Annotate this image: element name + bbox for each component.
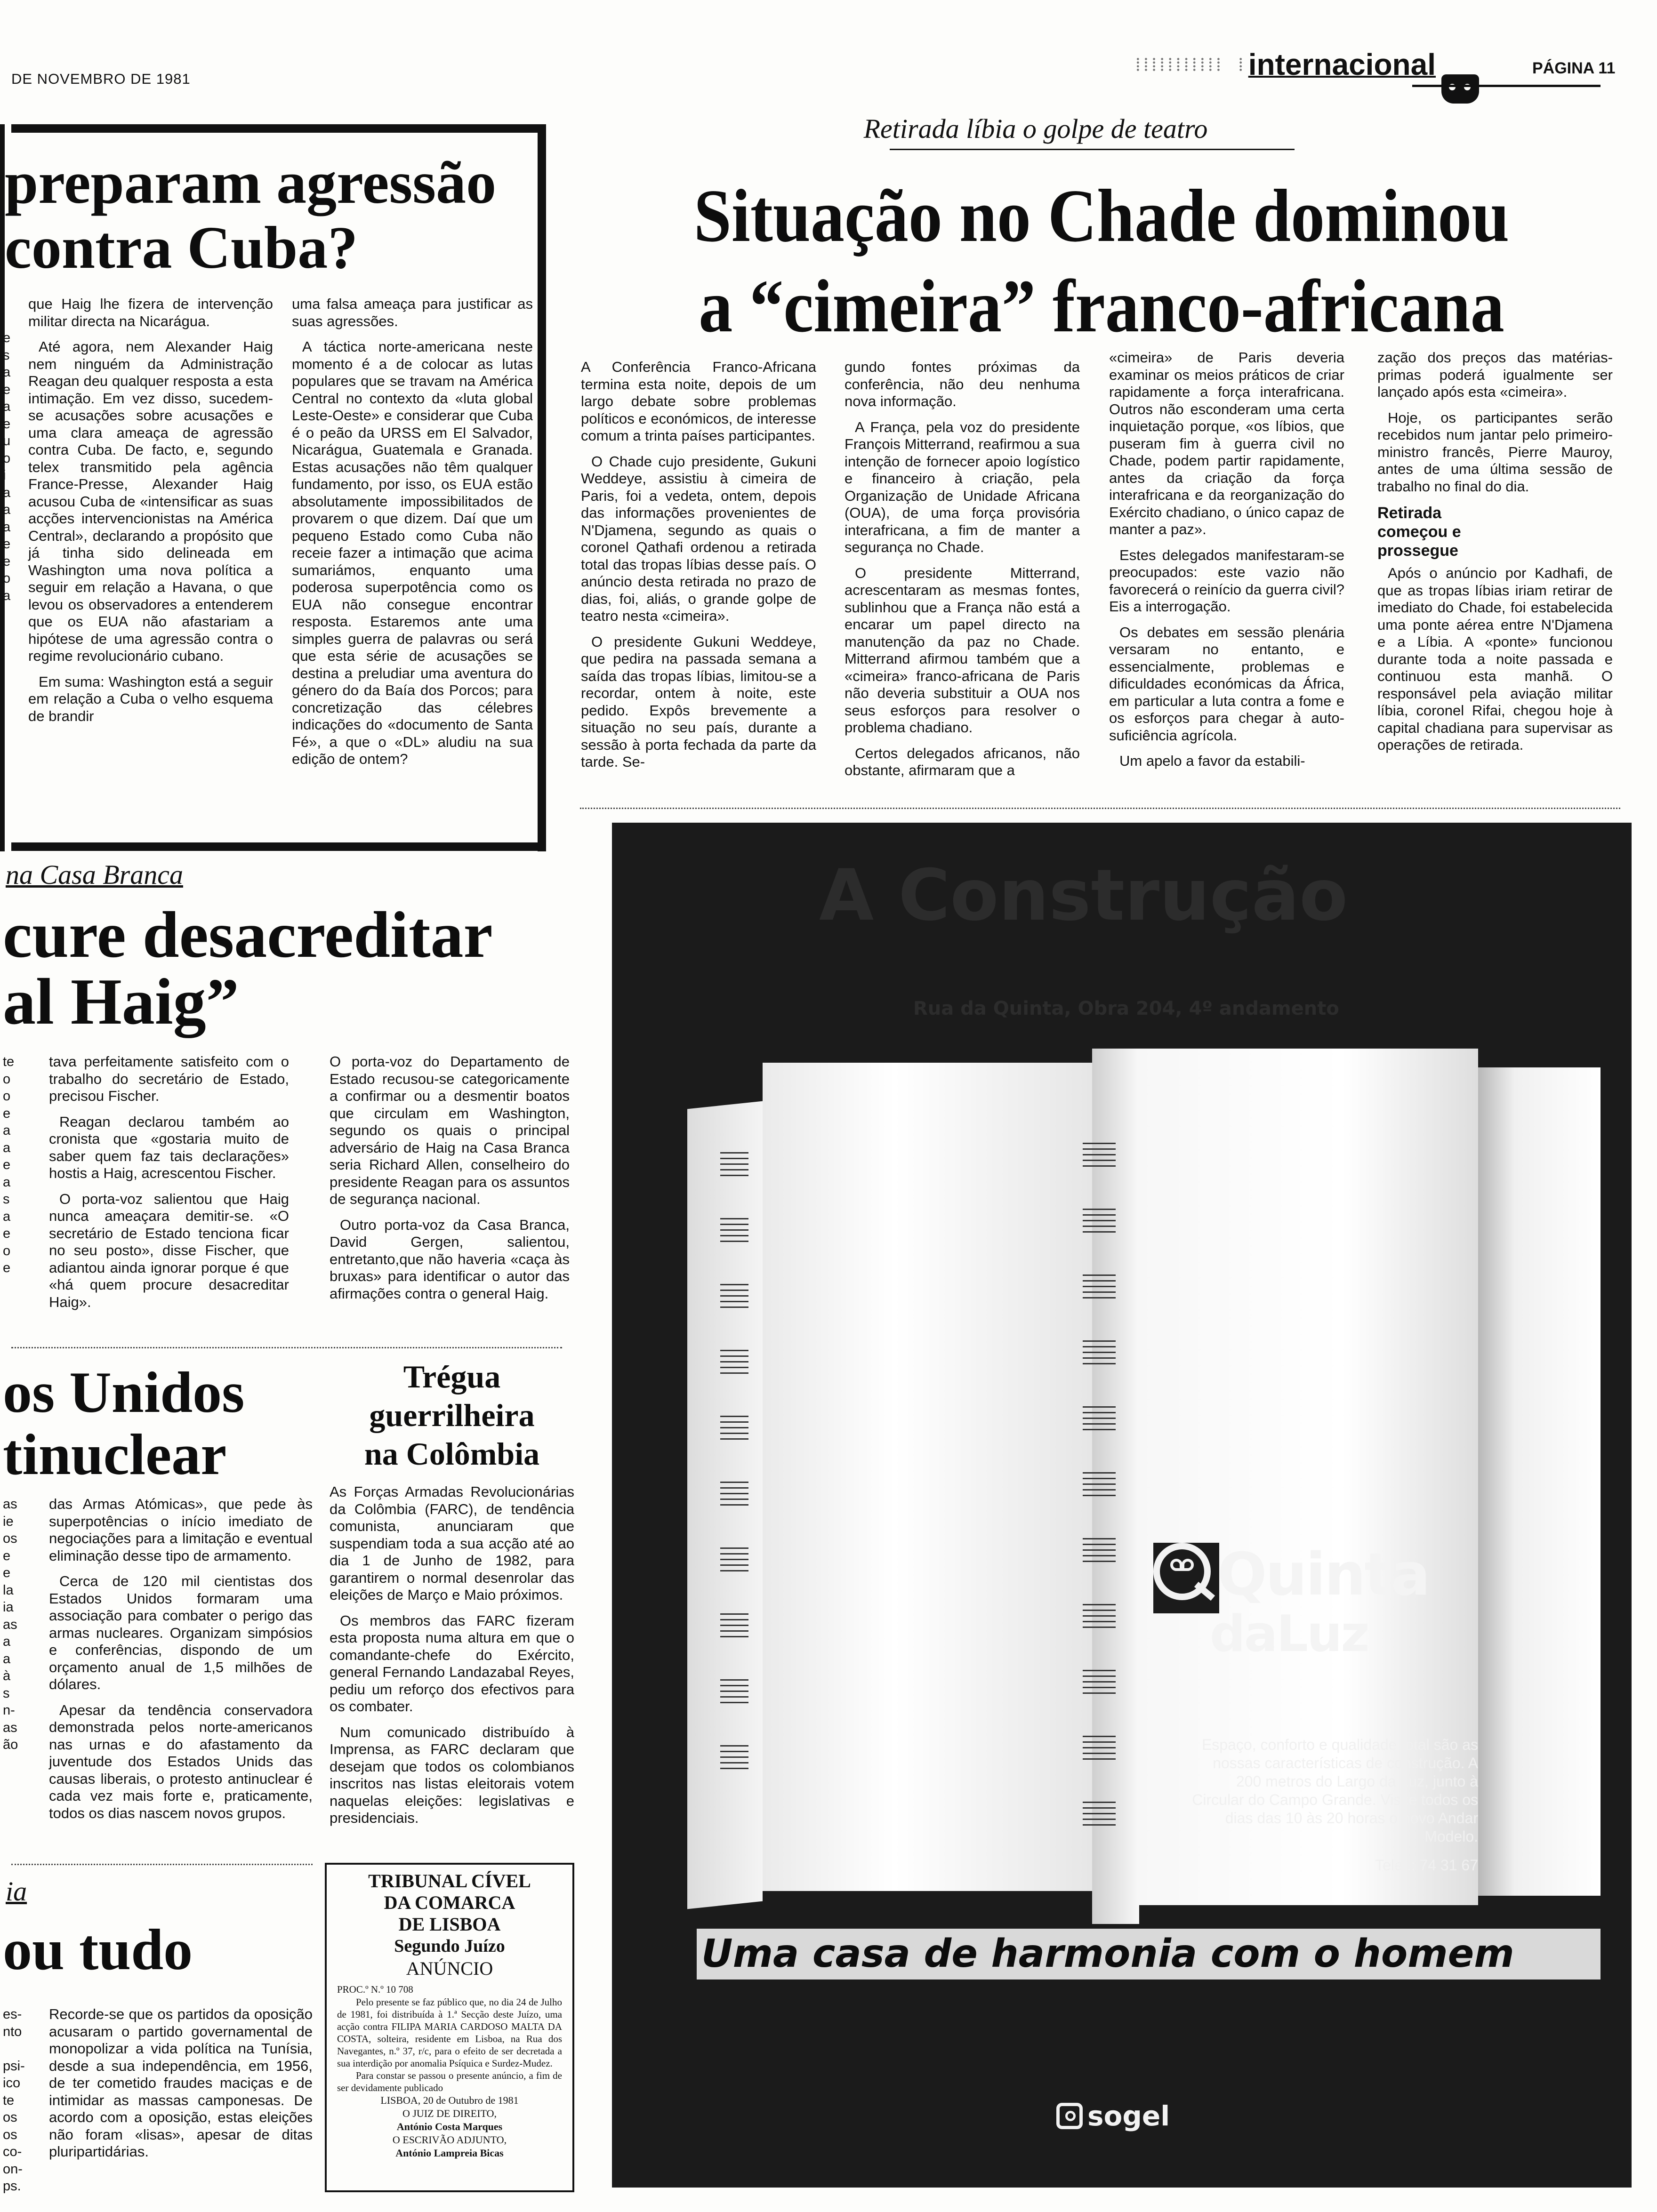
notice-date: LISBOA, 20 de Outubro de 1981 bbox=[380, 2094, 519, 2106]
notice-heading: ANÚNCIO bbox=[406, 1958, 493, 1979]
paragraph: Num comunicado distribuído à Imprensa, as FARC declaram que desejam que todos os colombianos inscritos nas listas eleitorais votem naquelas eleições: legislativas e presidenciais. bbox=[330, 1723, 574, 1826]
notice-clerk: António Lampreia Bicas bbox=[395, 2147, 504, 2159]
paragraph: uma falsa ameaça para justificar as suas agressões. bbox=[292, 296, 533, 329]
sogel-logo-icon bbox=[1056, 2103, 1083, 2129]
notice-body: Pelo presente se faz público que, no dia 24 de Julho de 1981, foi distribuída à 1.ª Secção deste Juízo, uma acção contra FILIPA MARIA CARDOSO MALTA DA COSTA, solteira, residente em Lisboa, na Rua dos Navegantes, n.º 37, r/c, para o efeito de ser decretada a sua interdição por anomalia Psíquica e Surdez-Mudez. bbox=[337, 1996, 562, 2069]
antinuclear-column bbox=[49, 1496, 313, 1830]
tunisia-kicker: ia bbox=[6, 1876, 27, 1907]
chade-column-3 bbox=[1109, 349, 1344, 778]
paragraph: Outro porta-voz da Casa Branca, David Gergen, salientou, entretanto,que não haveria «caça às bruxas» para identificar o autor das afirmações contra o general Haig. bbox=[330, 1216, 570, 1302]
ad-brand-line-2: daLuz bbox=[1210, 1605, 1369, 1663]
chade-subhead: Retirada começou e prossegue bbox=[1377, 504, 1461, 560]
colombia-headline-line-1: Trégua bbox=[403, 1359, 501, 1395]
ad-slogan: Uma casa de harmonia com o homem bbox=[697, 1929, 1601, 1980]
box-top-rule bbox=[11, 124, 546, 133]
notice-judge: António Costa Marques bbox=[396, 2121, 503, 2132]
cuba-column-1 bbox=[28, 296, 273, 733]
left-edge-fragments-haig: te o o e a a e a s a e o e bbox=[3, 1054, 15, 1275]
headline-line-2: contra Cuba? bbox=[5, 214, 358, 281]
paragraph: «cimeira» de Paris deveria examinar os meios práticos de criar rapidamente a força interafricana. Outros não esconderam uma certa inquietação porque, «os líbios, que puseram fim à guerra civil no Chade, podem partir rapidamente, antes da criação da força interafricana e da reorganização do Exército chadiano, o único capaz de manter a paz». bbox=[1109, 349, 1344, 537]
paragraph: Certos delegados africanos, não obstante, afirmaram que a bbox=[845, 745, 1080, 778]
paragraph: A táctica norte-americana neste momento é a de colocar as lutas populares que se travam na América Central no contexto da «luta global Leste-Oeste» e considerar que Cuba é o peão da URSS em El Salvador, Nicarágua, Guatemala e Granada. Estas acusações não têm qualquer fundamento, por isso, os EUA estão absolutamente impossibilitados de provarem o que dizem. Daí que um pequeno Estado como Cuba não receie fazer a intimação que acima sumariámos, enquanto uma poderosa superpotência como os EUA não consegue encontrar resposta. Estaremos ante uma simples guerra de palavras ou será que esta série de acusações se destina a preludiar uma aventura do género do da Baía dos Porcos; para concretização das célebres indicações do «documento de Santa Fé», a que o «DL» aludiu na sua edição de ontem? bbox=[292, 338, 533, 767]
left-edge-fragments-nuclear: as ie os e e la ia as a a à s n- as ão bbox=[3, 1497, 18, 1752]
paragraph: Os membros das FARC fizeram esta proposta numa altura em que o comandante-chefe do Exército, general Fernando Landazabal Reyes, pediu um reforço dos efectivos para os combater. bbox=[330, 1612, 574, 1715]
paragraph: O presidente Mitterrand, acrescentaram as mesmas fontes, sublinhou que a França não está a encarar um papel directo na manutenção da paz no Chade. Mitterrand afirmou também que a «cimeira» franco-africana de Paris não deveria substituir a OUA nos seus esforços para resolver o problema chadiano. bbox=[845, 564, 1080, 736]
chade-headline-line-2: a “cimeira” franco-africana bbox=[699, 264, 1504, 348]
colombia-headline-line-3: na Colômbia bbox=[364, 1436, 540, 1472]
haig-headline-line-1: cure desacreditar bbox=[3, 898, 493, 971]
header-rule bbox=[1412, 85, 1601, 87]
paragraph: Hoje, os participantes serão recebidos num jantar pelo primeiro-ministro francês, Pierre Mauroy, antes de uma última sessão de trabalho no final do dia. bbox=[1377, 409, 1613, 495]
haig-headline-line-2: al Haig” bbox=[3, 965, 239, 1038]
paragraph: O porta-voz do Departamento de Estado recusou-se categoricamente a confirmar ou a desmentir boatos que circulam em Washington, segundo os quais o principal adversário de Haig na Casa Branca seria Richard Allen, conselheiro do presidente Reagan para os assuntos de segurança nacional. bbox=[330, 1053, 570, 1207]
chade-bottom-rule bbox=[580, 808, 1620, 809]
paragraph: Reagan declarou também ao cronista que «gostaria muito de saber quem faz tais declarações» hostis a Haig, acrescentou Fischer. bbox=[49, 1113, 289, 1181]
ad-body-text: Espaço, conforto e qualidade total são as nossas características de construção. A 200 metros do Largo da Luz, junto à Circular do Campo Grande. Visite todos os dias das 10 às 20 horas o novo Andar Modelo. bbox=[1192, 1736, 1478, 1845]
paragraph: Cerca de 120 mil cientistas dos Estados Unidos formaram uma associação para combater o perigo das armas nucleares. Organizam simpósios e conferências, dispondo de um orçamento anual de 1,5 milhões de dólares. bbox=[49, 1573, 313, 1692]
paragraph: Estes delegados manifestaram-se preocupados: este vazio não favorecerá o reinício da guerra civil? Eis a interrogação. bbox=[1109, 546, 1344, 615]
notice-clerk-role: O ESCRIVÃO ADJUNTO, bbox=[392, 2134, 507, 2146]
haig-bottom-rule bbox=[11, 1347, 562, 1348]
paragraph: A França, pela voz do presidente François Mitterrand, reafirmou a sua intenção de fornecer apoio logístico e financeiro à criação, pela Organização de Unidade Africana (OUA), de uma força provisória interafricana, a fim de manter a segurança no Chade. bbox=[845, 418, 1080, 555]
ad-subline: Rua da Quinta, Obra 204, 4º andamento bbox=[913, 998, 1339, 1019]
paragraph: Em suma: Washington está a seguir em relação a Cuba o velho esquema de brandir bbox=[28, 673, 273, 724]
paragraph: Até agora, nem Alexander Haig nem ninguém da Administração Reagan deu qualquer resposta a esta intimação. Em vez disso, sucedem-se acusações sobre acusações e uma clara ameaça de agressão contra Cuba. De facto, e, segundo telex transmitido pela agência France-Presse, Alexander Haig acusou Cuba de «intensificar as suas acções intervencionistas na América Central», declarando a propósito que já tinha sido delineada em Washington uma nova política a seguir em relação a Havana, o que levou os observadores a entenderem que os EUA não afastariam a hipótese de uma agressão contra o regime revolucionário cubano. bbox=[28, 338, 273, 664]
notice-process: PROC.º N.º 10 708 bbox=[337, 1984, 413, 1995]
haig-kicker: na Casa Branca bbox=[6, 859, 183, 890]
antinuclear-headline-line-1: os Unidos bbox=[3, 1360, 245, 1425]
header-section: ⁞⁞⁞⁞⁞⁞⁞⁞⁞⁞⁞ ⁞ internacional bbox=[1135, 48, 1436, 81]
paragraph: das Armas Atómicas», que pede às superpotências o início imediato de negociações para a limitação e eventual eliminação desse tipo de armamento. bbox=[49, 1496, 313, 1564]
notice-body-2: Para constar se passou o presente anúncio, a fim de ser devidamente publicado bbox=[337, 2070, 562, 2093]
paragraph: As Forças Armadas Revolucionárias da Colômbia (FARC), de tendência comunista, anunciaram que suspendiam toda a sua acção até ao dia 1 de Junho de 1982, para garantirem o normal desenrolar das eleições de Março e Maio próximos. bbox=[330, 1483, 574, 1603]
chade-headline-line-1: Situação no Chade dominou bbox=[693, 174, 1510, 257]
tunisia-column bbox=[49, 2006, 313, 2169]
haig-column-1 bbox=[49, 1053, 289, 1319]
paragraph: Os debates em sessão plenária versaram no entanto, e essencialmente, problemas e dificuldades económicas da África, em particular a luta contra a fome e os esforços para chegar à auto-suficiência agrícola. bbox=[1109, 624, 1344, 744]
chade-kicker: Retirada líbia o golpe de teatro bbox=[863, 113, 1208, 144]
colombia-column bbox=[330, 1483, 574, 1835]
ad-phone: Telef.: 74 31 67 bbox=[1375, 1857, 1478, 1874]
paragraph: Recorde-se que os partidos da oposição acusaram o partido governamental de monopolizar a vida política na Tunísia, desde a sua independência, em 1956, de ter cometido fraudes maciças e de intimidar as massas camponesas. De acordo com a oposição, estas eleições não foram «lisas», apesar de ditas pluripartidárias. bbox=[49, 2006, 313, 2160]
box-right-rule bbox=[538, 124, 546, 851]
quinta-da-luz-advertisement bbox=[612, 823, 1632, 2188]
section-name: internacional bbox=[1248, 48, 1436, 81]
haig-column-2 bbox=[330, 1053, 570, 1311]
colombia-headline-line-2: guerrilheira bbox=[369, 1397, 535, 1433]
chade-column-1 bbox=[581, 359, 816, 779]
paragraph: tava perfeitamente satisfeito com o trabalho do secretário de Estado, precisou Fischer. bbox=[49, 1053, 289, 1104]
paragraph: que Haig lhe fizera de intervenção militar directa na Nicarágua. bbox=[28, 296, 273, 329]
cuba-column-2 bbox=[292, 296, 533, 777]
page-corner-logo-icon bbox=[1441, 74, 1479, 104]
kicker-underline bbox=[890, 149, 1295, 150]
paragraph: O presidente Gukuni Weddeye, que pedira na passada semana a saída das tropas líbias, limitou-se a recordar, ontem à noite, este pedido. Expôs brevemente a situação no seu país, durante a sessão à porta fechada da parte da tarde. Se- bbox=[581, 633, 816, 770]
notice-title-2: DA COMARCA bbox=[384, 1892, 515, 1913]
ad-headline: A Construção bbox=[819, 855, 1348, 937]
paragraph: A Conferência Franco-Africana termina esta noite, depois de um largo debate sobre problemas políticos e económicos, de interesse comum a trinta países participantes. bbox=[581, 359, 816, 444]
chade-column-4 bbox=[1377, 349, 1613, 762]
notice-title-1: TRIBUNAL CÍVEL bbox=[368, 1870, 531, 1891]
notice-title-3: DE LISBOA bbox=[398, 1914, 501, 1935]
legal-notice bbox=[325, 1863, 574, 2192]
quinta-da-luz-logo-icon bbox=[1153, 1543, 1219, 1613]
ad-brand-line-1: Quinta bbox=[1217, 1541, 1429, 1609]
header-page-number: PÁGINA 11 bbox=[1532, 59, 1616, 77]
header-date: DE NOVEMBRO DE 1981 bbox=[11, 71, 191, 87]
notice-court: Segundo Juízo bbox=[394, 1936, 505, 1956]
notice-judge-role: O JUIZ DE DIREITO, bbox=[402, 2108, 497, 2119]
ad-sponsor-name: sogel bbox=[1087, 2100, 1170, 2132]
paragraph: Após o anúncio por Kadhafi, de que as tropas líbias iriam retirar de imediato do Chade, foi estabelecida uma ponte aérea entre N'Djamena e a Líbia. A «ponte» funcionou durante toda a noite passada e continuou esta manhã. O responsável pela aviação militar líbia, coronel Rifai, chegou hoje à capital chadiana para supervisar as operações de retirada. bbox=[1377, 565, 1613, 753]
box-bottom-rule bbox=[11, 842, 546, 851]
paragraph: Um apelo a favor da estabili- bbox=[1119, 753, 1305, 769]
chade-column-2 bbox=[845, 359, 1080, 788]
left-edge-fragments-cuba: e s a e a e u o i a a a e e o a bbox=[3, 330, 11, 603]
paragraph: O porta-voz salientou que Haig nunca ameaçara demitir-se. «O secretário de Estado tenciona ficar no seu posto», disse Fischer, que adiantou ainda ignorar porque é que «há quem procure desacreditar Haig». bbox=[49, 1190, 289, 1310]
paragraph: zação dos preços das matérias-primas poderá igualmente ser lançado após esta «cimeira». bbox=[1377, 349, 1613, 400]
left-edge-fragments-tunisia: es- nto psi- ico te os os co- on- ps. bbox=[3, 2007, 25, 2194]
headline-line-1: preparam agressão bbox=[5, 149, 497, 216]
paragraph: O Chade cujo presidente, Gukuni Weddeye, assistiu à cimeira de Paris, foi a vedeta, ontem, depois das informações provenientes de N'Djamena, segundo as quais o coronel Qathafi ordenou a retirada total das tropas líbias desse país. O anúncio desta retirada no prazo de dias, foi, aliás, o grande golpe de teatro nesta «cimeira». bbox=[581, 453, 816, 624]
antinuclear-headline-line-2: tinuclear bbox=[3, 1422, 227, 1487]
paragraph: gundo fontes próximas da conferência, não deu nenhuma nova informação. bbox=[845, 359, 1080, 409]
tunisia-headline: ou tudo bbox=[3, 1917, 193, 1982]
paragraph: Apesar da tendência conservadora demonstrada pelos norte-americanos nas urnas e do afastamento da juventude dos Estados Unids das causas liberais, o protesto antinuclear é cada vez mais forte e, praticamente, todos os dias nascem novos grupos. bbox=[49, 1701, 313, 1821]
antinuclear-bottom-rule bbox=[11, 1864, 313, 1865]
